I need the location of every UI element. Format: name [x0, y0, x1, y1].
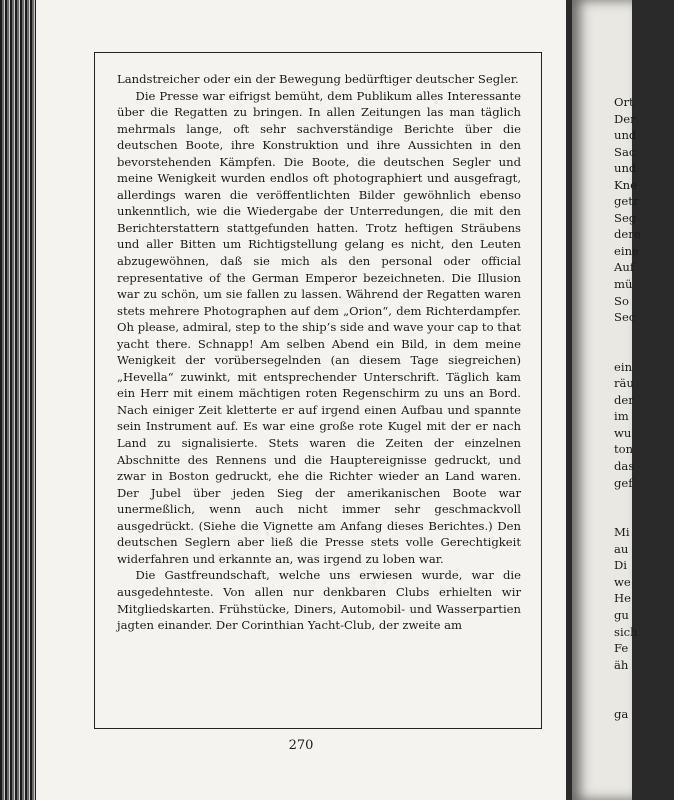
- facing-page-line-fragment: [614, 673, 674, 690]
- facing-page-line-fragment: ton: [614, 442, 634, 457]
- facing-page-line-fragment: dere: [614, 227, 641, 242]
- facing-page-line-fragment: ein: [614, 359, 633, 374]
- facing-page-line-fragment: we: [614, 574, 631, 589]
- facing-page-edge: [572, 0, 641, 800]
- facing-page-line-fragment: sich: [614, 624, 638, 639]
- book-spine-edge: [0, 0, 36, 800]
- facing-page-line-fragment: Ort: [614, 95, 634, 109]
- facing-page-line-fragment: [614, 508, 674, 525]
- facing-page-line-fragment: au: [614, 541, 629, 556]
- page-text: [117, 71, 521, 634]
- facing-page-line-fragment: und: [614, 128, 637, 143]
- facing-page-line-fragment: gu: [614, 607, 629, 622]
- facing-page-line-fragment: He: [614, 591, 631, 606]
- page-number: 270: [288, 738, 314, 753]
- facing-page-line-fragment: im: [614, 409, 629, 424]
- facing-page-line-fragment: äh: [614, 657, 629, 672]
- facing-page-line-fragment: Mi: [614, 525, 630, 540]
- facing-page-line-fragment: und: [614, 161, 637, 176]
- facing-page-line-fragment: ga: [614, 707, 629, 722]
- facing-page-line-fragment: Auf: [614, 260, 635, 275]
- facing-page-line-fragment: eine: [614, 243, 639, 258]
- paragraph: Die Presse war eifrigst bemüht, dem Publikum alles Interessante über die Regatten zu bringen. In allen Zeitungen las man täglich mehrmals lange, oft sehr sachverständige Berichte über die deutschen Boote, ihre Konstruktion und ihre Aussichten in den bevorstehenden Kämpfen. Die Boote, die deutschen Segler und meine Wenigkeit wurden endlos oft photographiert und ausgefragt, allerdings waren die veröffentlichten Bilder gewöhnlich ebenso unkenntlich, wie die Wiedergabe der Unterredungen, die mit den Berichterstattern stattgefunden hatten. Trotz heftigen Sträubens und aller Bitten um Richtigstellung gelang es nicht, den Leuten abzugewöhnen, daß sie mich als den personal oder official representative of the German Emperor bezeichneten. Die Illusion war zu schön, um sie fallen zu lassen. Während der Regatten waren stets mehrere Photographen auf dem „Orion“, dem Richterdampfer. Oh please, admiral, step to the ship’s side and wave your cap to that yacht there. Schnapp! Am selben Abend ein Bild, in dem meine Wenigkeit der vorübersegelnden (an diesem Tage siegreichen) „Hevella“ zuwinkt, mit entsprechender Unterschrift. Täglich kam ein Herr mit einem mächtigen roten Regenschirm zu uns an Bord. Nach einiger Zeit kletterte er auf irgend einen Aufbau und spannte sein Instrument auf. Es war eine große rote Kugel mit der er nach Land zu signalisierte. Stets waren die Zeiten der einzelnen Abschnitte des Rennens und die Hauptereignisse gedruckt, und zwar in Boston gedruckt, ehe die Richter wieder an Land waren. Der Jubel über jeden Sieg der amerikanischen Boote war unermeßlich, wenn auch nicht immer sehr geschmackvoll ausgedrückt. (Siehe die Vignette am Anfang dieses Berichtes.) Den deutschen Seglern aber ließ die Presse stets volle Gerechtigkeit widerfahren und erkannte an, was irgend zu loben war.: [117, 88, 521, 566]
- facing-page-line-fragment: [614, 491, 674, 508]
- facing-page-line-fragment: Di: [614, 558, 628, 573]
- facing-page-line-fragment: Kne: [614, 177, 637, 192]
- facing-page-line-fragment: Seg: [614, 210, 637, 225]
- facing-page-line-fragment: gef: [614, 475, 633, 490]
- facing-page-line-fragment: Der: [614, 111, 636, 126]
- facing-page-line-fragment: wu: [614, 425, 632, 440]
- facing-page-line-fragment: mü: [614, 277, 633, 292]
- facing-page-line-fragment: [614, 690, 674, 707]
- facing-page-line-fragment: [614, 326, 674, 343]
- facing-page-line-fragment: das: [614, 459, 635, 474]
- paragraph: Die Gastfreundschaft, welche uns erwiesen wurde, war die ausgedehnteste. Von allen nur denkbaren Clubs erhielten wir Mitgliedskarten. Frühstücke, Diners, Automobil- und Wasserpartien jagten einander. Der Corinthian Yacht-Club, der zweite am: [117, 568, 521, 633]
- facing-page-line-fragment: der: [614, 392, 634, 407]
- facing-page-line-fragment: [614, 342, 674, 359]
- book-page: [36, 0, 566, 800]
- facing-page-line-fragment: räu: [614, 376, 634, 391]
- facing-page-line-fragment: Fe: [614, 641, 629, 656]
- facing-page-line-fragment: So: [614, 293, 629, 308]
- facing-page-line-fragment: Sec: [614, 310, 636, 325]
- paragraph: Landstreicher oder ein der Bewegung bedürftiger deutscher Segler.: [117, 72, 519, 86]
- text-frame: [94, 52, 542, 729]
- facing-page-fragments: [614, 94, 674, 723]
- facing-page-line-fragment: getr: [614, 194, 639, 209]
- facing-page-line-fragment: Sac: [614, 144, 636, 159]
